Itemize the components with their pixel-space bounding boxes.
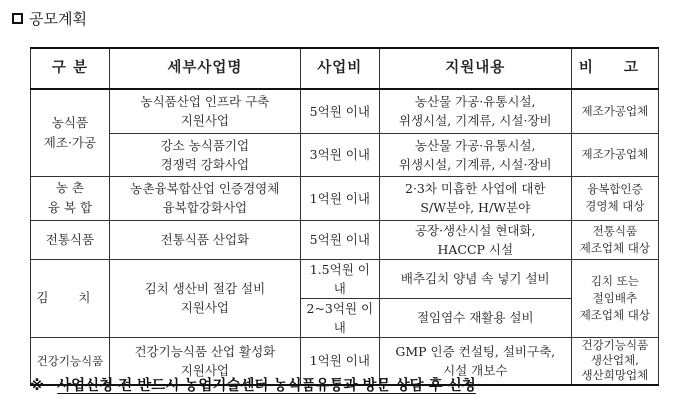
support-cell: 농산물 가공·유통시설, 위생시설, 기계류, 시설·장비 <box>379 89 571 133</box>
table-row <box>31 259 659 298</box>
remarks-cell: 김치 또는 절임배추 제조업체 대상 <box>571 259 658 337</box>
header-support: 지원내용 <box>379 48 571 89</box>
remarks-cell: 전통식품 제조업체 대상 <box>571 220 658 259</box>
budget-cell: 3억원 이내 <box>300 133 379 176</box>
project-cell: 전통식품 산업화 <box>109 220 300 259</box>
category-cell: 전통식품 <box>31 220 110 259</box>
category-cell: 농식품 제조·가공 <box>31 89 110 176</box>
budget-cell: 1.5억원 이내 <box>300 259 379 298</box>
budget-cell: 1억원 이내 <box>300 176 379 220</box>
support-cell: GMP 인증 컨설팅, 설비구축, 시설 개보수 <box>379 337 571 385</box>
table-header-row <box>31 48 659 89</box>
support-cell: 절임염수 재활용 설비 <box>379 298 571 337</box>
budget-cell: 1억원 이내 <box>300 337 379 385</box>
support-cell: 공장·생산시설 현대화, HACCP 시설 <box>379 220 571 259</box>
category-cell: 김 치 <box>31 259 110 337</box>
remarks-cell: 건강기능식품 생산업체, 생산희망업체 <box>571 337 658 385</box>
header-budget: 사업비 <box>300 48 379 89</box>
table-row <box>31 89 659 133</box>
project-cell: 강소 농식품기업 경쟁력 강화사업 <box>109 133 300 176</box>
remarks-cell: 제조가공업체 <box>571 89 658 133</box>
footer-notice <box>30 374 476 395</box>
remarks-cell: 융복합인증 경영체 대상 <box>571 176 658 220</box>
footer-text: 사업신청 전 반드시 농업기술센터 농식품유통과 방문 상담 후 신청 <box>57 378 476 394</box>
remarks-cell: 제조가공업체 <box>571 133 658 176</box>
project-cell: 김치 생산비 절감 설비 지원사업 <box>109 259 300 337</box>
budget-cell: 2~3억원 이내 <box>300 298 379 337</box>
category-cell: 건강기능식품 <box>31 337 110 385</box>
support-cell: 배추김치 양념 속 넣기 설비 <box>379 259 571 298</box>
project-cell: 농식품산업 인프라 구축 지원사업 <box>109 89 300 133</box>
header-remarks: 비 고 <box>571 48 658 89</box>
table-row <box>31 176 659 220</box>
section-heading <box>12 8 87 29</box>
reference-mark: ※ <box>30 378 45 394</box>
category-cell: 농 촌 융 복 합 <box>31 176 110 220</box>
funding-plan-table <box>30 47 659 386</box>
support-cell: 농산물 가공·유통시설, 위생시설, 기계류, 시설·장비 <box>379 133 571 176</box>
budget-cell: 5억원 이내 <box>300 220 379 259</box>
table-row <box>31 220 659 259</box>
checkbox-square-icon <box>12 13 23 24</box>
heading-text: 공모계획 <box>29 10 87 28</box>
support-cell: 2·3차 미흡한 사업에 대한 S/W분야, H/W분야 <box>379 176 571 220</box>
table-row <box>31 133 659 176</box>
project-cell: 농촌융복합산업 인증경영체 융복합강화사업 <box>109 176 300 220</box>
header-category: 구 분 <box>31 48 110 89</box>
header-project: 세부사업명 <box>109 48 300 89</box>
project-cell: 건강기능식품 산업 활성화 지원사업 <box>109 337 300 385</box>
budget-cell: 5억원 이내 <box>300 89 379 133</box>
